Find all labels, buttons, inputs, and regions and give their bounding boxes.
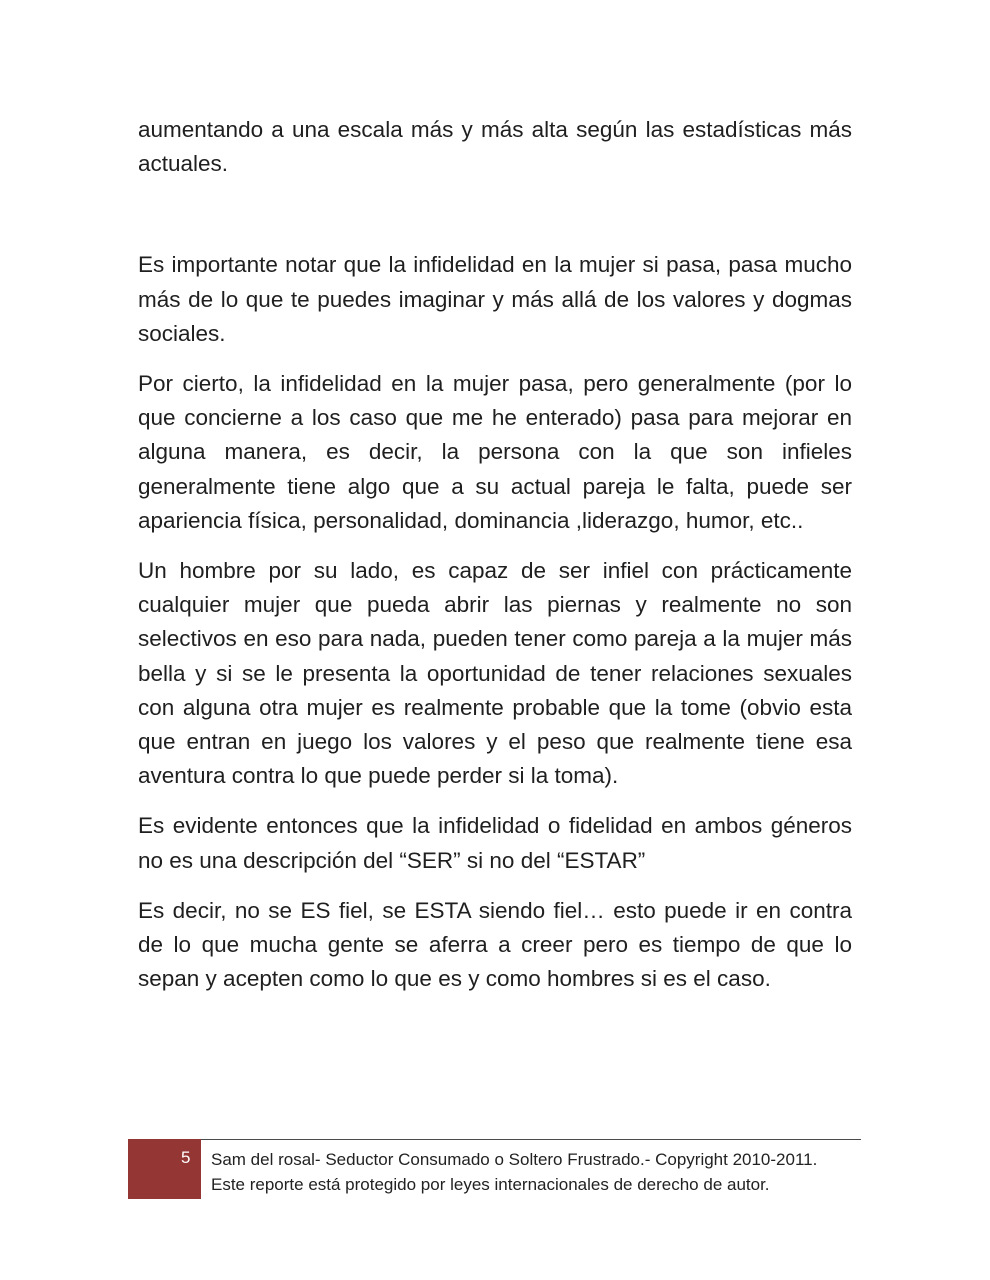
footer-line-1: Sam del rosal- Seductor Consumado o Soltero Frustrado.- Copyright 2010-2011. bbox=[211, 1150, 818, 1169]
paragraph-3: Por cierto, la infidelidad en la mujer pasa, pero generalmente (por lo que concierne a los caso que me he enterado) pasa para mejorar en alguna manera, es decir, la persona con la que son infieles generalmente tiene algo que a su actual pareja le falta, puede ser apariencia física, personalidad, dominancia ,liderazgo, humor, etc.. bbox=[138, 371, 852, 533]
paragraph-6: Es decir, no se ES fiel, se ESTA siendo fiel… esto puede ir en contra de lo que mucha gente se aferra a creer pero es tiempo de que lo sepan y acepten como lo que es y como hombres si es el caso. bbox=[138, 897, 852, 992]
paragraph-2: Es importante notar que la infidelidad en la mujer si pasa, pasa mucho más de lo que te puedes imaginar y más allá de los valores y dogmas sociales. bbox=[138, 252, 852, 346]
footer-line-2: Este reporte está protegido por leyes internacionales de derecho de autor. bbox=[211, 1175, 770, 1194]
footer-divider bbox=[128, 1139, 861, 1140]
paragraph-5: Es evidente entonces que la infidelidad o fidelidad en ambos géneros no es una descripción del “SER” si no del “ESTAR” bbox=[138, 813, 852, 873]
paragraph-4: Un hombre por su lado, es capaz de ser infiel con prácticamente cualquier mujer que pueda abrir las piernas y realmente no son selectivos en eso para nada, pueden tener como pareja a la mujer más bella y si se le presenta la oportunidad de tener relaciones sexuales con alguna otra mujer es realmente probable que la tome (obvio esta que entran en juego los valores y el peso que realmente tiene esa aventura contra lo que puede perder si la toma). bbox=[138, 558, 852, 789]
page-body bbox=[138, 113, 852, 996]
page-number-box bbox=[128, 1139, 201, 1199]
paragraph-1: aumentando a una escala más y más alta según las estadísticas más actuales. bbox=[138, 117, 852, 177]
page-number: 5 bbox=[181, 1148, 191, 1167]
footer-copyright bbox=[211, 1147, 861, 1197]
